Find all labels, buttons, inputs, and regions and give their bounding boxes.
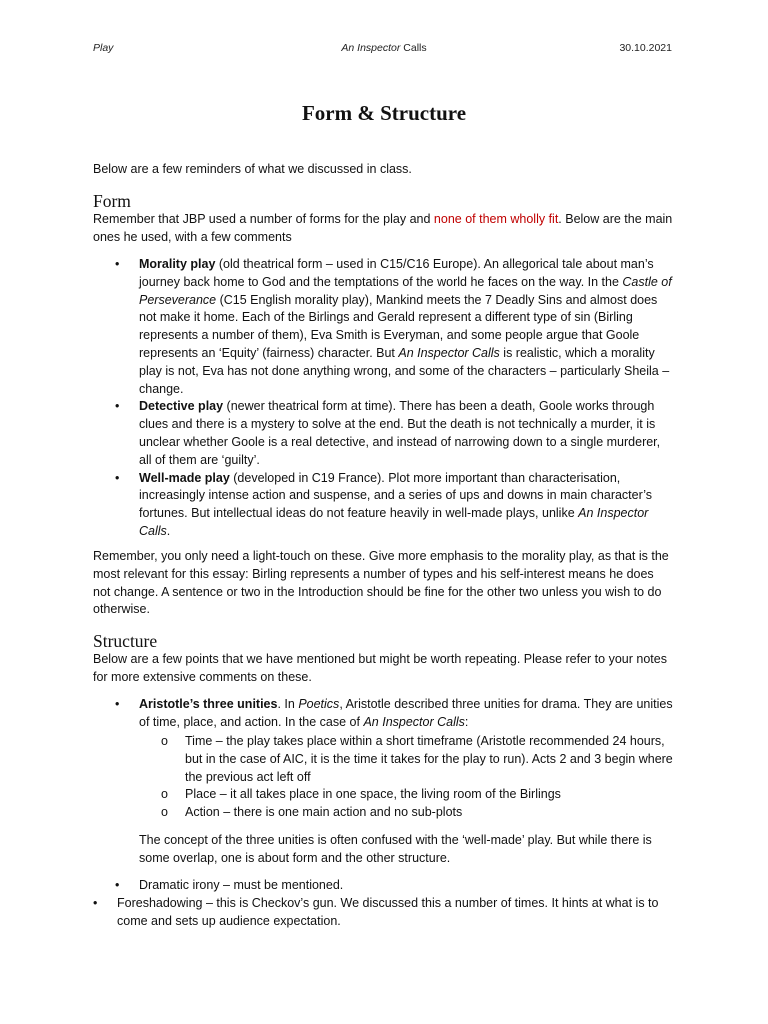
item-term: Aristotle’s three unities [139, 697, 278, 711]
item-text: (old theatrical form – used in C15/C16 Europe). An allegorical tale about man’s journey back home to God and the temptations of the world he faces on the way. In the [139, 257, 654, 289]
list-item-wellmade [93, 470, 673, 541]
item-text: Dramatic irony – must be mentioned. [139, 878, 344, 892]
header-left: Play [93, 42, 114, 54]
header-center-italic: An Inspector [341, 42, 401, 54]
form-paragraph-text-a: Remember that JBP used a number of forms for the play and [93, 212, 434, 226]
item-italic: Castle of Perseverance [139, 274, 672, 307]
list-item-detective [93, 398, 673, 469]
structure-paragraph: Below are a few points that we have mentioned but might be worth repeating. Please refer to your notes for more extensive comments on these. [93, 652, 667, 684]
item-text: is realistic, which a morality play is not, Eva has not done anything wrong, and some of the characters – particularly Sheila – change. [139, 345, 670, 396]
item-text: . [166, 523, 171, 538]
circle-bullet-icon: o [161, 787, 168, 802]
item-italic: An Inspector Calls [398, 345, 500, 360]
item-italic: An Inspector Calls [139, 506, 649, 538]
list-item-irony [93, 877, 673, 895]
sub-item-text: Action – there is one main action and no sub-plots [185, 805, 463, 820]
bullet-icon: • [115, 257, 120, 271]
item-text: (C15 English morality play), Mankind meets the 7 Deadly Sins and almost does not make it home. Each of the Birlings and Gerald represent a different type of sin (Birling represents a number of them), Eva Smith is Everyman, and some people argue that Goole represents an ‘Equity’ (fairness) character. But [139, 292, 658, 360]
form-closing-paragraph: Remember, you only need a light-touch on these. Give more emphasis to the morality play, as that is the most relevant for this essay: Birling represents a number of types and his self-interest means he does not change. A sentence or two in the Introduction should be fine for the other two unless you wish to do otherwise. [93, 549, 669, 617]
structure-list [93, 696, 673, 732]
item-term: Well-made play [139, 470, 230, 485]
bullet-icon: • [115, 399, 120, 414]
bullet-icon: • [115, 470, 120, 485]
item-italic: Poetics [298, 697, 340, 711]
item-text: : [464, 714, 469, 729]
form-paragraph-emphasis: none of them wholly fit [433, 212, 559, 226]
item-text: (developed in C19 France). Plot more important than characterisation, increasingly intense action and suspense, and a series of ups and downs in main character’s fortunes. But intellectual ideas do not feature heavily in well-made plays, unlike [139, 470, 653, 521]
page-title: Form & Structure [301, 101, 467, 125]
sub-item-text: Time – the play takes place within a short timeframe (Aristotle recommended 24 hours, but in the case of AIC, it is the time it takes for the play to run). Acts 2 and 3 begin where the previous act left off [185, 734, 673, 784]
section-heading-form: Form [93, 191, 131, 211]
circle-bullet-icon: o [161, 734, 168, 748]
sub-item-text: Place – it all takes place in one space, the living room of the Birlings [185, 787, 561, 802]
bullet-icon: • [115, 878, 120, 892]
list-item-foreshadowing [93, 895, 673, 931]
item-term: Detective play [139, 399, 224, 414]
item-italic: An Inspector Calls [363, 714, 465, 729]
list-item-morality [93, 256, 673, 398]
intro-paragraph: Below are a few reminders of what we discussed in class. [93, 162, 412, 176]
list-item-unities [93, 696, 673, 732]
item-text: (newer theatrical form at time). There has been a death, Goole works through clues and there is a mystery to solve at the end. But the death is not technically a murder, it is unclear whether Goole is a real detective, and instead of narrowing down to a single murderer, all of them are ‘guilty’. [139, 399, 661, 467]
form-paragraph-text-b: . Below are the main ones he used, with a few comments [93, 212, 673, 244]
item-text: Foreshadowing – this is Checkov’s gun. We discussed this a number of times. It hints at what is to come and sets up audience expectation. [117, 896, 659, 928]
header-date: 30.10.2021 [619, 42, 672, 54]
unities-sublist [161, 733, 675, 822]
bullet-icon: • [93, 896, 98, 910]
bullet-icon: • [115, 697, 120, 711]
item-text: . In [277, 697, 299, 711]
unities-concept-paragraph: The concept of the three unities is often confused with the ‘well-made’ play. But while there is some overlap, one is about form and the other structure. [139, 833, 652, 865]
item-text: , Aristotle described three unities for drama. They are unities of time, place, and action. In the case of [139, 697, 673, 729]
circle-bullet-icon: o [161, 805, 168, 820]
form-paragraph [93, 211, 673, 247]
section-heading-structure: Structure [93, 631, 158, 651]
item-term: Morality play [139, 257, 216, 271]
header-center-plain: Calls [403, 42, 427, 54]
form-list [93, 256, 673, 541]
sub-item-time [161, 733, 675, 786]
sub-item-action [161, 804, 675, 822]
sub-item-place [161, 786, 675, 804]
